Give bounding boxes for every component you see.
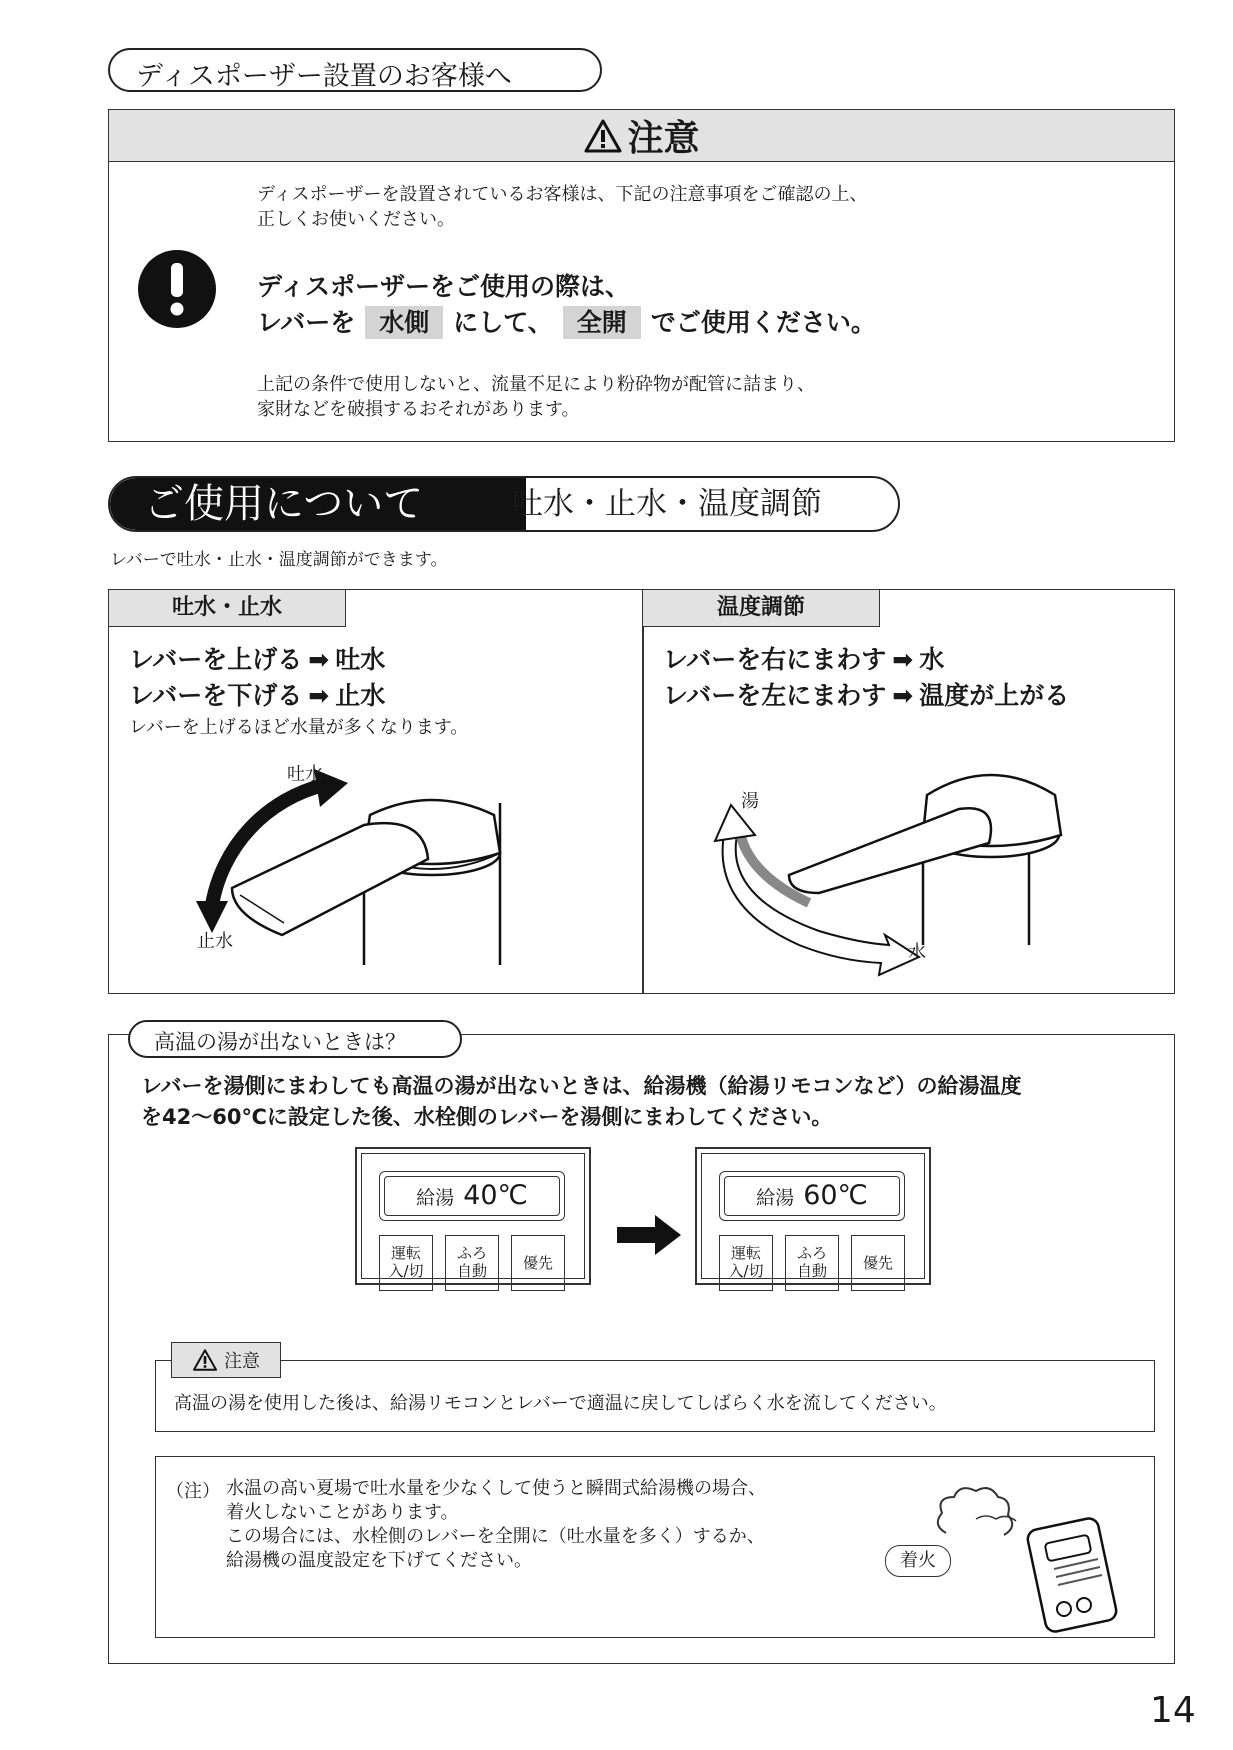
water-heater-icon	[926, 1473, 1146, 1633]
warning-triangle-icon	[583, 118, 623, 154]
label-hot: 湯	[741, 791, 759, 812]
note-text: 水温の高い夏場で吐水量を少なくして使うと瞬間式給湯機の場合、 着火しないことがあります。 この場合には、水栓側のレバーを全開に（吐水量を多く）するか、 給湯機の温度設定を下げてください。	[226, 1478, 766, 1571]
tab-water-onoff: 吐水・止水	[109, 590, 346, 627]
hot-header-pill	[128, 1020, 462, 1058]
usage-intro: レバーで吐水・止水・温度調節ができます。	[110, 550, 448, 570]
bath-auto-button[interactable]: ふろ 自動	[445, 1235, 499, 1291]
faucet-lever-updown-illustration	[184, 755, 624, 985]
caution-header-bar	[109, 110, 1174, 162]
hot-caution-box	[155, 1360, 1155, 1432]
note-mark: （注）	[166, 1481, 220, 1502]
disposer-caution-box	[108, 109, 1175, 442]
usage-panel	[108, 589, 1175, 994]
left-note: レバーを上げるほど水量が多くなります。	[129, 717, 469, 738]
power-button[interactable]: 運転 入/切	[719, 1235, 773, 1291]
warning-triangle-icon	[192, 1348, 218, 1372]
hot-caution-text: 高温の湯を使用した後は、給湯リモコンとレバーで適温に戻してしばらく水を流してください。	[174, 1393, 947, 1414]
panel-divider	[642, 590, 644, 993]
right-arrow-icon: ➡	[308, 681, 330, 710]
remote-after	[695, 1147, 931, 1285]
label-cold: 水	[908, 942, 926, 963]
usage-title: ご使用について	[110, 478, 526, 530]
hot-desc: レバーを湯側にまわしても高温の湯が出ないときは、給湯機（給湯リモコンなど）の給湯温度 を42〜60℃に設定した後、水栓側のレバーを湯側にまわしてください。	[141, 1074, 1022, 1129]
usage-subtitle: 吐水・止水・温度調節	[512, 486, 822, 522]
disposer-intro: ディスポーザーを設置されているお客様は、下記の注意事項をご確認の上、 正しくお使いください。	[257, 184, 868, 230]
left-line2: レバーを下げる ➡ 止水	[129, 681, 386, 710]
page-number: 14	[1150, 1690, 1196, 1731]
label-spout: 吐水	[287, 764, 323, 785]
highlight-full-open: 全開	[563, 306, 641, 339]
ignition-badge: 着火	[885, 1545, 951, 1577]
remote-display: 給湯 60℃	[719, 1171, 905, 1221]
right-line2: レバーを左にまわす ➡ 温度が上がる	[663, 681, 1070, 710]
power-button[interactable]: 運転 入/切	[379, 1235, 433, 1291]
usage-header-pill	[108, 476, 900, 532]
faucet-lever-rotate-illustration	[669, 725, 1139, 985]
caution-title: 注意	[627, 118, 700, 159]
exclamation-icon	[137, 249, 217, 329]
hot-caution-tag: 注意	[171, 1342, 281, 1378]
hot-header: 高温の湯が出ないときは？	[154, 1030, 406, 1054]
change-arrow-icon	[617, 1213, 683, 1257]
priority-button[interactable]: 優先	[511, 1235, 565, 1291]
bath-auto-button[interactable]: ふろ 自動	[785, 1235, 839, 1291]
right-line1: レバーを右にまわす ➡ 水	[663, 645, 945, 674]
disposer-header: ディスポーザー設置のお客様へ	[136, 61, 512, 92]
disposer-main-line2: レバーを 水側 にして、 全開 でご使用ください。	[257, 308, 876, 337]
label-stop: 止水	[197, 931, 233, 952]
left-line1: レバーを上げる ➡ 吐水	[129, 645, 386, 674]
priority-button[interactable]: 優先	[851, 1235, 905, 1291]
hot-water-box	[108, 1034, 1175, 1664]
remote-display: 給湯 40℃	[379, 1171, 565, 1221]
disposer-main-line1: ディスポーザーをご使用の際は、	[257, 272, 631, 301]
right-arrow-icon: ➡	[892, 645, 914, 674]
tab-temperature: 温度調節	[643, 590, 880, 627]
disposer-header-pill	[108, 48, 602, 92]
highlight-water-side: 水側	[365, 306, 443, 339]
right-arrow-icon: ➡	[892, 681, 914, 710]
disposer-warning: 上記の条件で使用しないと、流量不足により粉砕物が配管に詰まり、 家財などを破損するおそれがあります。	[257, 374, 815, 420]
right-arrow-icon: ➡	[308, 645, 330, 674]
remote-before	[355, 1147, 591, 1285]
note-box	[155, 1456, 1155, 1638]
